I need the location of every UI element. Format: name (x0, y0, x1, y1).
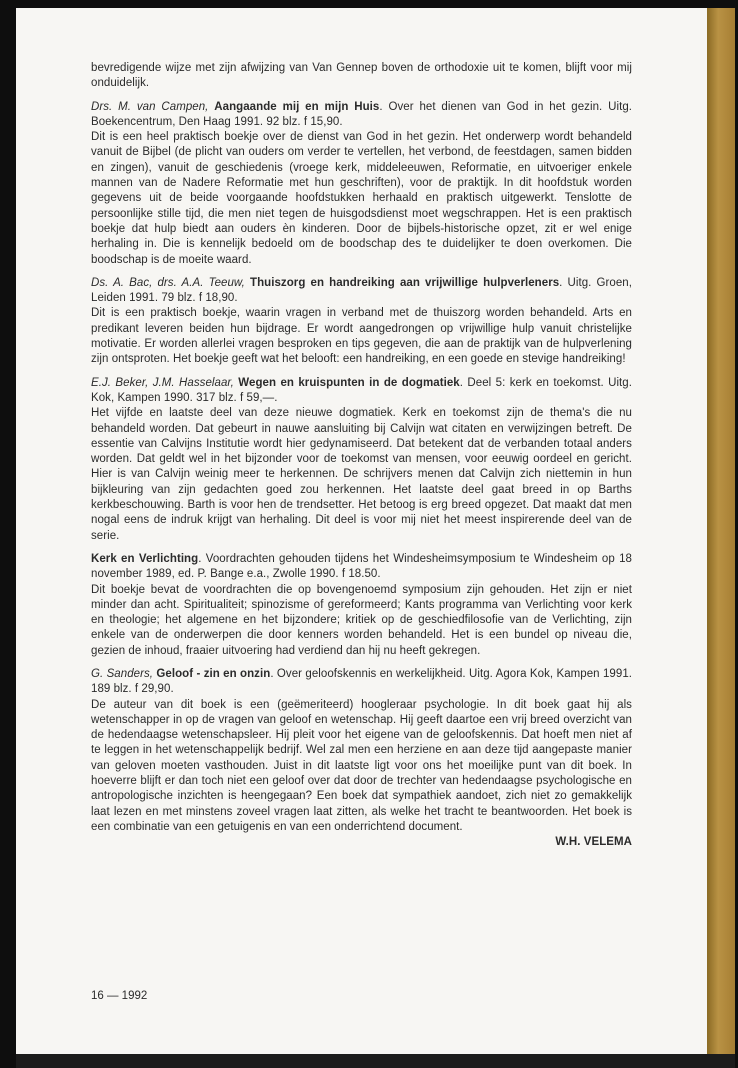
review-citation (91, 100, 632, 131)
review-title: Aangaande mij en mijn Huis (214, 100, 380, 113)
review-citation (91, 376, 632, 407)
scan-shadow (16, 1054, 735, 1068)
review-publication: . Over geloofskennis en werkelijkheid. Uitg. Agora Kok, Kampen 1991. 189 blz. f 29,90. (91, 667, 633, 696)
reviewer-signature: W.H. VELEMA (555, 836, 632, 849)
review-column (91, 61, 632, 851)
review-body: De auteur van dit boek is een (geëmeriteerd) hoogleraar psychologie. In dit boek gaat hij als wetenschapper in op de vragen van geloof en wetenschap. Hij geeft daartoe een vrij breed overzicht van de hedendaagse wetenschapsleer. Hij pleit voor het eigene van de geloofskennis. Dat hoeft men niet af te leggen in het wetenschappelijk bedrijf. Wel zal men een herziene en aan deze tijd aangepaste manier van geloven moeten vasthouden. Juist in dit laatste ligt voor ons het moeilijke punt van dit boek. In hoeverre blijft er dan toch niet een geloof over dat door de trechter van hedendaagse psychologische en antropologische inzichten is heengegaan? Een boek dat sympathiek aandoet, zich niet zo gemakkelijk laat lezen en met minstens zoveel vragen laat zitten, als welke het tracht te beantwoorden. Het boek is een combinatie van een getuigenis en van een onderrichtend document. (91, 698, 632, 833)
review-author: Ds. A. Bac, drs. A.A. Teeuw, (91, 276, 245, 289)
review-author: E.J. Beker, J.M. Hasselaar, (91, 376, 234, 389)
review-publication: . Over het dienen van God in het gezin. Uitg. Boekencentrum, Den Haag 1991. 92 blz. f 15,90. (91, 100, 633, 128)
review-publication: . Uitg. Groen, Leiden 1991. 79 blz. f 18,90. (91, 276, 632, 305)
review-author: Drs. M. van Campen, (91, 100, 209, 113)
review-title: Wegen en kruispunten in de dogmatiek (238, 376, 460, 389)
review-body: Dit is een heel praktisch boekje over de dienst van God in het gezin. Het onderwerp wordt behandeld vanuit de Bijbel (de plicht van ouders om verder te vertellen, het verbond, de feestdagen, samen bidden en zingen), vanuit de geschiedenis (vroege kerk, middeleeuwen, Reformatie, en uitvoeriger enkele mannen van de Nadere Reformatie met hun geschriften), voor de praktijk. In dit hoofdstuk worden gegevens uit de beide voorgaande hoofdstukken herhaald en praktisch uitgewerkt. Tenslotte de persoonlijke stille tijd, die men niet tegen de huisgodsdienst moet wegschrappen. Het is een praktisch boekje dat hulp biedt aan ouders èn kinderen. Door de bijbels-historische opzet, zit er wel enige herhaling in. Die is kennelijk bedoeld om de boodschap des te duidelijker te doen overkomen. Die boodschap is de moeite waard. (91, 131, 632, 266)
review-publication: . Voordrachten gehouden tijdens het Windesheimsymposium te Windesheim op 18 november 1989, ed. P. Bange e.a., Zwolle 1990. f 18.50. (91, 552, 632, 581)
review-title: Kerk en Verlichting (91, 552, 199, 565)
intro-paragraph: bevredigende wijze met zijn afwijzing van Van Gennep boven de orthodoxie uit te komen, blijft voor mij onduidelijk. (91, 62, 632, 90)
review-body: Het vijfde en laatste deel van deze nieuwe dogmatiek. Kerk en toekomst zijn de thema's die nu behandeld worden. Dat gebeurt in nauwe aansluiting bij Calvijn wat citaten en verwijzingen betreft. De essentie van Calvijns Institutie wordt hier gedynamiseerd. Dat betekent dat de verbanden totaal anders worden. Dat geldt wel in het bijzonder voor de toekomst van mensen, voor eeuwig oordeel en gericht. Hier is van Calvijn weinig meer te herkennen. De schrijvers menen dat Calvijn zich niettemin in hun bijkleuring van zijn gedachten goed zou herkennen. Het laatste deel gaat breed in op Barths kerkbeschouwing. Barth is voor hen de trendsetter. Het betoog is erg breed opgezet. Dat maakt dat men nogal eens de indruk krijgt van herhaling. Dit deel is voor mij niet het meest inspirerende deel van de serie. (91, 407, 632, 542)
page-folio: 16 — 1992 (91, 990, 148, 1002)
review-entry (91, 276, 632, 368)
review-title: Geloof - zin en onzin (156, 667, 271, 680)
review-entry (91, 667, 632, 851)
review-title: Thuiszorg en handreiking aan vrijwillige hulpverleners (250, 276, 560, 289)
review-entry (91, 100, 632, 268)
review-author: G. Sanders, (91, 667, 154, 680)
review-entry (91, 552, 632, 659)
binding-edge (707, 8, 735, 1054)
review-body: Dit boekje bevat de voordrachten die op bovengenoemd symposium zijn gehouden. Het zijn er niet minder dan acht. Spiritualiteit; spinozisme of gereformeerd; Kants programma van Verlichting voor kerk en theologie; het algemene en het bijzondere; kritiek op de geschiedfilosofie van de Verlichting, zijn enkele van de onderwerpen die door kenners worden behandeld. Het is een bundel op niveau die, gezien de inhoud, fraaier uitvoering had verdiend dan hij nu heeft gekregen. (91, 583, 632, 657)
review-citation (91, 667, 632, 698)
review-citation (91, 276, 632, 307)
review-body: Dit is een praktisch boekje, waarin vragen in verband met de thuiszorg worden behandeld. Arts en predikant leveren beiden hun bijdrage. Er wordt aangedrongen op vrijwillige hulp vanuit christelijke motivatie. Er worden allerlei vragen besproken en tips gegeven, die aan de praktijk van de hulpverlening zijn ontsproten. Het boekje geeft wat het belooft: een handreiking, en een goede en stevige handreiking! (91, 307, 632, 366)
review-citation (91, 552, 632, 583)
review-entry (91, 376, 632, 544)
review-publication: . Deel 5: kerk en toekomst. Uitg. Kok, Kampen 1990. 317 blz. f 59,—. (91, 376, 632, 404)
